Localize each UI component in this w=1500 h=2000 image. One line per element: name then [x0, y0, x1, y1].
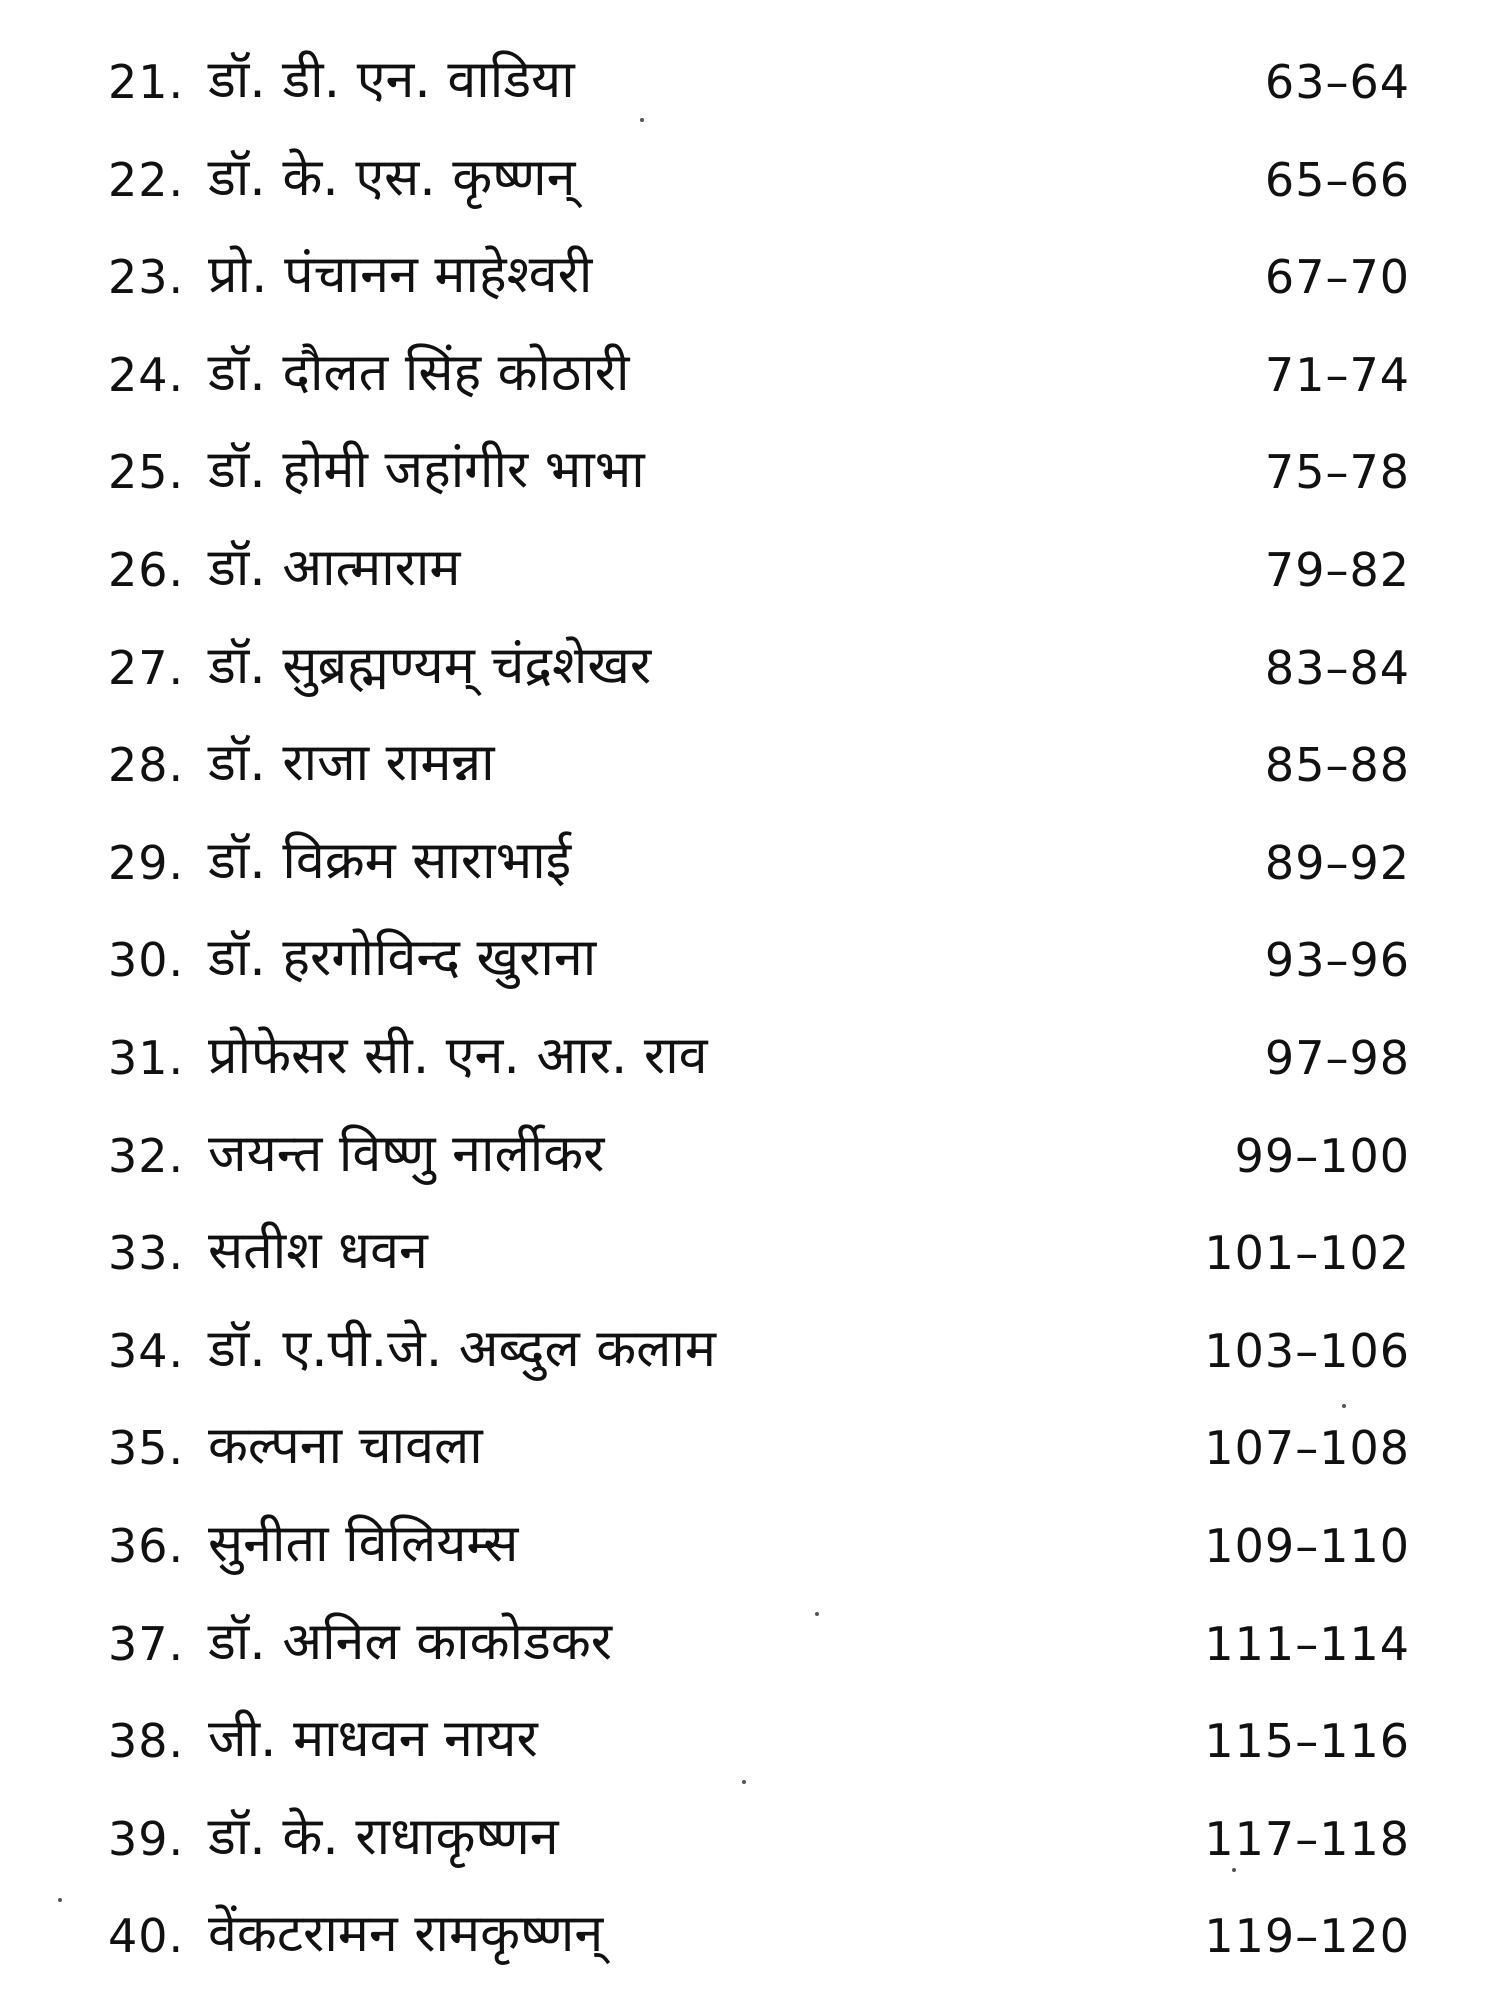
entry-page-range: 111–114 [1204, 1616, 1410, 1671]
entry-title: सतीश धवन [208, 1221, 428, 1282]
toc-entry[interactable] [0, 428, 1500, 526]
entry-title: कल्पना चावला [208, 1416, 483, 1477]
entry-page-range: 63–64 [1264, 55, 1410, 109]
entry-number: 21. [108, 55, 185, 109]
entry-page-range: 117–118 [1204, 1811, 1410, 1866]
entry-number: 25. [108, 445, 185, 500]
entry-number: 38. [108, 1714, 185, 1769]
scan-speck [815, 1612, 819, 1616]
entry-title: डॉ. हरगोविन्द खुराना [208, 928, 597, 989]
entry-title: डॉ. के. राधाकृष्णन [208, 1806, 559, 1867]
entry-title: प्रो. पंचानन माहेश्वरी [208, 245, 593, 306]
entry-number: 31. [108, 1030, 185, 1085]
toc-entry[interactable] [0, 1404, 1500, 1502]
toc-entry[interactable] [0, 1112, 1500, 1210]
scan-speck [742, 1780, 746, 1784]
entry-page-range: 99–100 [1234, 1128, 1410, 1183]
scan-speck [1232, 1868, 1236, 1872]
toc-entry[interactable] [0, 1600, 1500, 1698]
entry-title: वेंकटरामन रामकृष्णन् [208, 1904, 604, 1965]
toc-entry[interactable] [0, 1014, 1500, 1112]
entry-number: 34. [108, 1323, 185, 1378]
entry-title: डॉ. के. एस. कृष्णन् [208, 147, 576, 208]
scan-speck [58, 1898, 62, 1902]
entry-page-range: 71–74 [1264, 347, 1410, 402]
entry-title: डॉ. ए.पी.जे. अब्दुल कलाम [208, 1318, 716, 1379]
entry-number: 24. [108, 347, 185, 402]
toc-entry[interactable] [0, 1892, 1500, 1990]
toc-entry[interactable] [0, 624, 1500, 722]
entry-page-range: 107–108 [1204, 1421, 1410, 1476]
toc-entry[interactable] [0, 38, 1500, 136]
entry-page-range: 67–70 [1264, 250, 1410, 305]
scan-speck [640, 118, 644, 122]
toc-entry[interactable] [0, 819, 1500, 917]
entry-title: डॉ. अनिल काकोडकर [208, 1611, 613, 1672]
entry-title: डॉ. विक्रम साराभाई [208, 830, 572, 891]
entry-title: डॉ. सुब्रह्मण्यम् चंद्रशेखर [208, 635, 652, 696]
toc-entry[interactable] [0, 1795, 1500, 1893]
entry-title: जी. माधवन नायर [208, 1709, 538, 1770]
entry-page-range: 83–84 [1264, 640, 1410, 695]
entry-page-range: 103–106 [1204, 1323, 1410, 1378]
entry-number: 23. [108, 250, 185, 305]
entry-title: सुनीता विलियम्स [208, 1513, 519, 1574]
scan-speck [1342, 1404, 1346, 1408]
entry-title: डॉ. राजा रामन्ना [208, 733, 495, 794]
entry-page-range: 75–78 [1264, 445, 1410, 500]
entry-number: 40. [108, 1909, 185, 1964]
toc-entry[interactable] [0, 233, 1500, 331]
entry-page-range: 65–66 [1264, 152, 1410, 207]
entry-title: डॉ. होमी जहांगीर भाभा [208, 440, 645, 501]
entry-title: जयन्त विष्णु नार्लीकर [208, 1123, 605, 1184]
entry-page-range: 97–98 [1264, 1030, 1410, 1085]
entry-number: 36. [108, 1518, 185, 1573]
toc-entry[interactable] [0, 1307, 1500, 1405]
entry-number: 27. [108, 640, 185, 695]
toc-entry[interactable] [0, 916, 1500, 1014]
toc-entry[interactable] [0, 1697, 1500, 1795]
toc-entry[interactable] [0, 721, 1500, 819]
entry-title: डॉ. आत्माराम [208, 537, 461, 598]
entry-number: 29. [108, 835, 185, 890]
entry-page-range: 93–96 [1264, 933, 1410, 988]
entry-number: 37. [108, 1616, 185, 1671]
entry-page-range: 119–120 [1204, 1909, 1410, 1964]
entry-title: डॉ. डी. एन. वाडिया [208, 50, 575, 110]
entry-page-range: 115–116 [1204, 1714, 1410, 1769]
entry-page-range: 79–82 [1264, 542, 1410, 597]
toc-entry[interactable] [0, 136, 1500, 234]
entry-page-range: 109–110 [1204, 1518, 1410, 1573]
entry-number: 33. [108, 1226, 185, 1281]
toc-entry[interactable] [0, 526, 1500, 624]
entry-number: 32. [108, 1128, 185, 1183]
entry-page-range: 101–102 [1204, 1226, 1410, 1281]
entry-number: 28. [108, 738, 185, 793]
toc-entry[interactable] [0, 1209, 1500, 1307]
entry-title: डॉ. दौलत सिंह कोठारी [208, 342, 630, 403]
entry-number: 22. [108, 152, 185, 207]
entry-number: 30. [108, 933, 185, 988]
entry-title: प्रोफेसर सी. एन. आर. राव [208, 1025, 708, 1086]
toc-entry[interactable] [0, 1502, 1500, 1600]
toc-entry[interactable] [0, 331, 1500, 429]
entry-page-range: 85–88 [1264, 738, 1410, 793]
entry-number: 26. [108, 542, 185, 597]
table-of-contents [0, 38, 1500, 1990]
entry-page-range: 89–92 [1264, 835, 1410, 890]
entry-number: 35. [108, 1421, 185, 1476]
entry-number: 39. [108, 1811, 185, 1866]
